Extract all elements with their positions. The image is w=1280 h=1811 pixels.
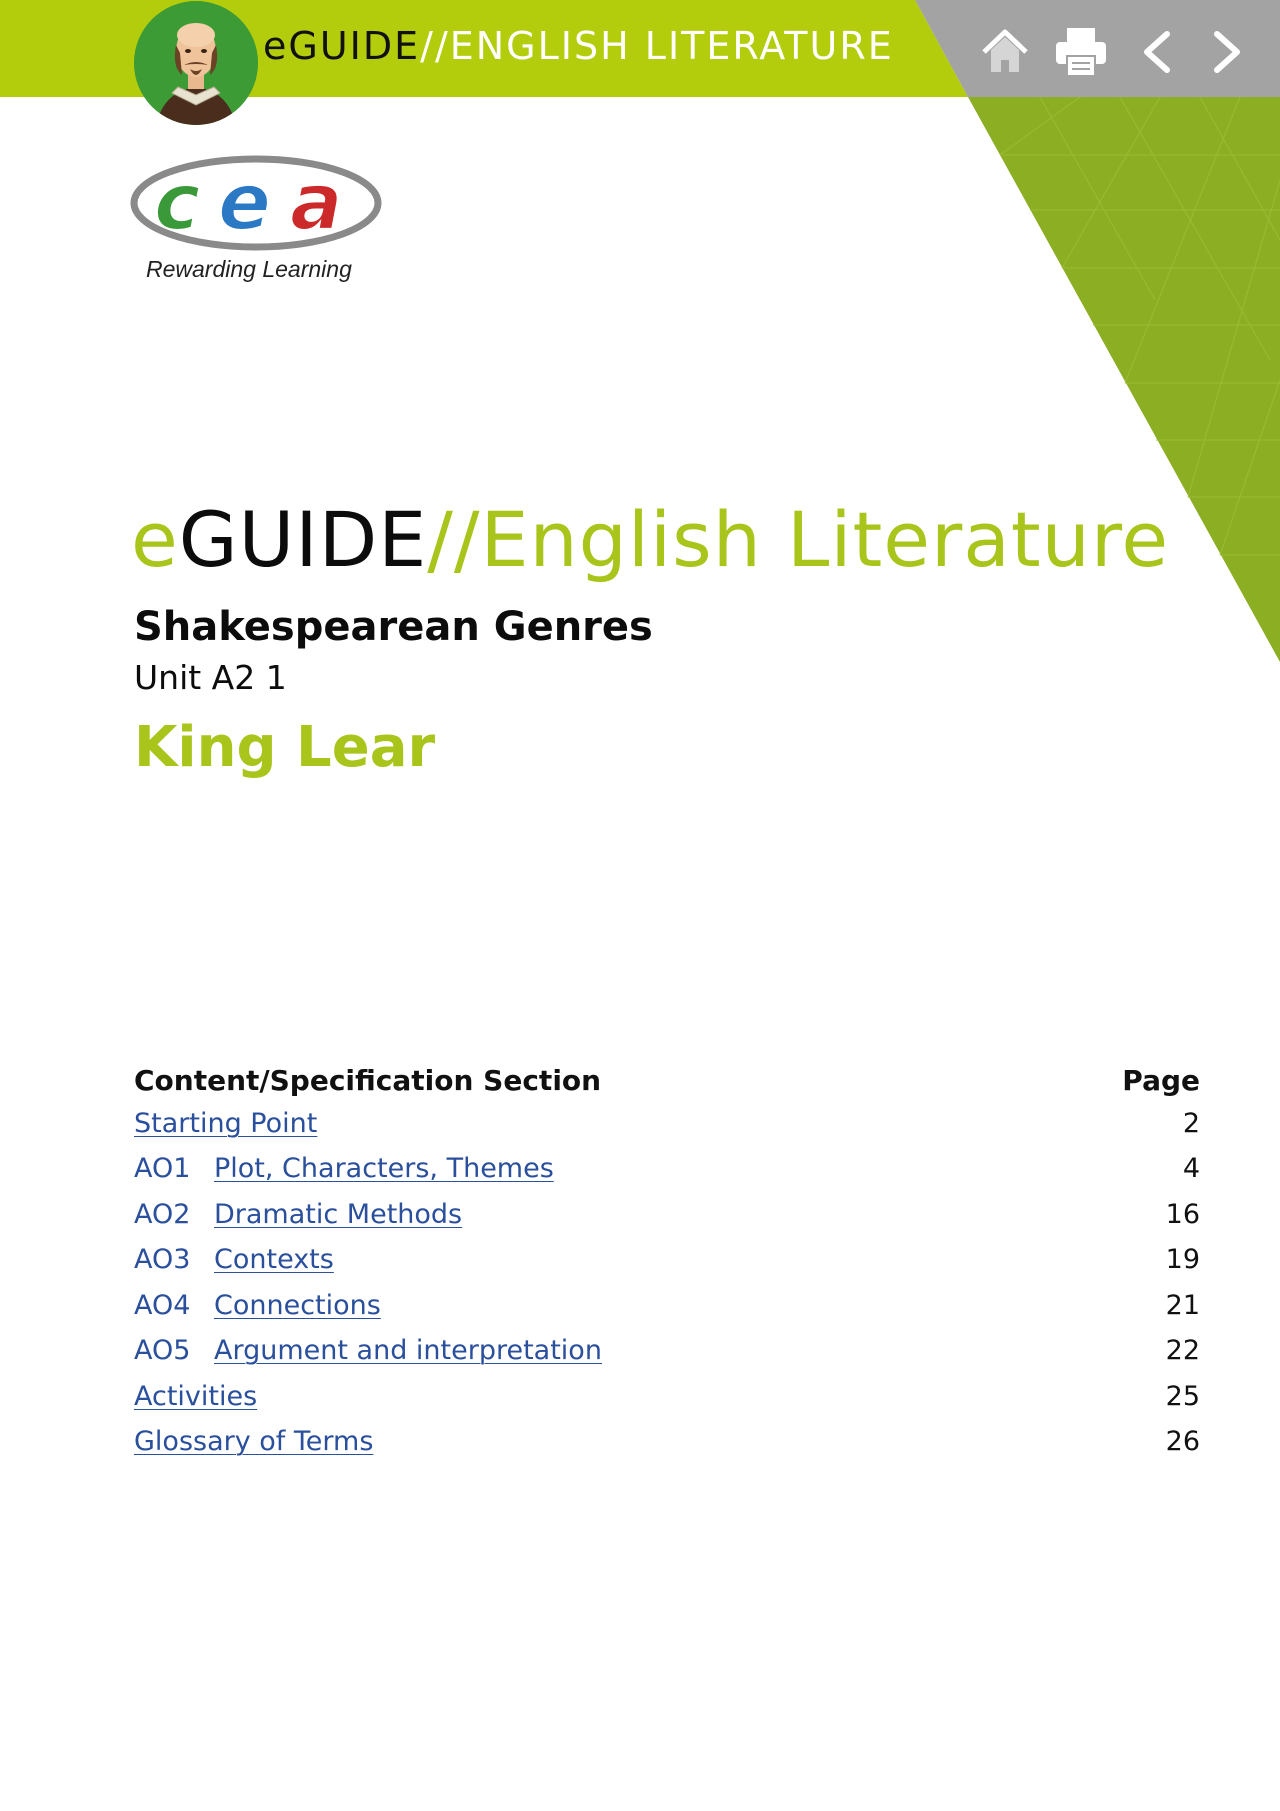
toc-page-number: 2: [1182, 1108, 1200, 1139]
toc-page-number: 25: [1165, 1381, 1200, 1412]
home-icon: [980, 28, 1030, 76]
toc-row: [134, 1244, 1200, 1284]
toc-row: [134, 1290, 1200, 1330]
print-icon: [1054, 26, 1108, 78]
toc-link-ao3[interactable]: [134, 1244, 334, 1275]
toc-page-number: 26: [1165, 1426, 1200, 1457]
toc-page-number: 19: [1165, 1244, 1200, 1275]
subtitle: Shakespearean Genres: [134, 604, 653, 650]
toc-row: [134, 1108, 1200, 1148]
toc-label: Contexts: [214, 1244, 334, 1275]
toc-link-activities[interactable]: [134, 1381, 257, 1412]
toc-label: Plot, Characters, Themes: [214, 1153, 554, 1184]
toc-row: [134, 1381, 1200, 1421]
title-e: e: [131, 495, 179, 584]
toc-link-ao2[interactable]: [134, 1199, 462, 1230]
unit-label: Unit A2 1: [134, 658, 287, 697]
chevron-left-icon: [1137, 30, 1177, 74]
toc-label: Starting Point: [134, 1108, 318, 1139]
print-button[interactable]: [1052, 26, 1110, 78]
header-e: e: [263, 24, 289, 68]
shakespeare-avatar: [134, 1, 258, 125]
toc-label: Activities: [134, 1381, 258, 1412]
toc-page-number: 16: [1165, 1199, 1200, 1230]
home-button[interactable]: [976, 26, 1034, 78]
toc-link-starting-point[interactable]: [134, 1108, 317, 1139]
play-title: King Lear: [134, 715, 436, 780]
toc-row: [134, 1199, 1200, 1239]
toc-row: [134, 1335, 1200, 1375]
toc-link-ao1[interactable]: [134, 1153, 554, 1184]
title-rest: //English Literature: [427, 495, 1170, 584]
toc-label: Glossary of Terms: [134, 1426, 374, 1457]
toc-page-number: 22: [1165, 1335, 1200, 1366]
header-title: [263, 24, 894, 68]
toc-link-ao5[interactable]: [134, 1335, 602, 1366]
toc-code: AO1: [134, 1153, 191, 1184]
previous-page-button[interactable]: [1128, 26, 1186, 78]
header-suffix: //ENGLISH LITERATURE: [420, 24, 894, 68]
toc-row: [134, 1153, 1200, 1193]
toc-code: AO3: [134, 1244, 191, 1275]
page-title: [131, 490, 1169, 590]
toc-link-glossary[interactable]: [134, 1426, 373, 1457]
toc-row: [134, 1426, 1200, 1466]
svg-text:c: c: [154, 158, 201, 248]
toc-page-header: Page: [1122, 1064, 1200, 1097]
toc-code: AO4: [134, 1290, 191, 1321]
header-guide: GUIDE: [288, 24, 421, 68]
toc-section-header: Content/Specification Section: [134, 1064, 602, 1097]
svg-text:e: e: [218, 158, 271, 248]
logo-tagline: Rewarding Learning: [146, 256, 352, 282]
title-guide: GUIDE: [178, 495, 428, 584]
toc-page-number: 4: [1182, 1153, 1200, 1184]
toc-link-ao4[interactable]: [134, 1290, 381, 1321]
toc-label: Connections: [214, 1290, 381, 1321]
chevron-right-icon: [1207, 30, 1247, 74]
toc-code: AO2: [134, 1199, 191, 1230]
toc-page-number: 21: [1165, 1290, 1200, 1321]
svg-text:a: a: [290, 158, 343, 248]
toc-label: Argument and interpretation: [214, 1335, 602, 1366]
toc-code: AO5: [134, 1335, 191, 1366]
next-page-button[interactable]: [1198, 26, 1256, 78]
toc-label: Dramatic Methods: [214, 1199, 463, 1230]
